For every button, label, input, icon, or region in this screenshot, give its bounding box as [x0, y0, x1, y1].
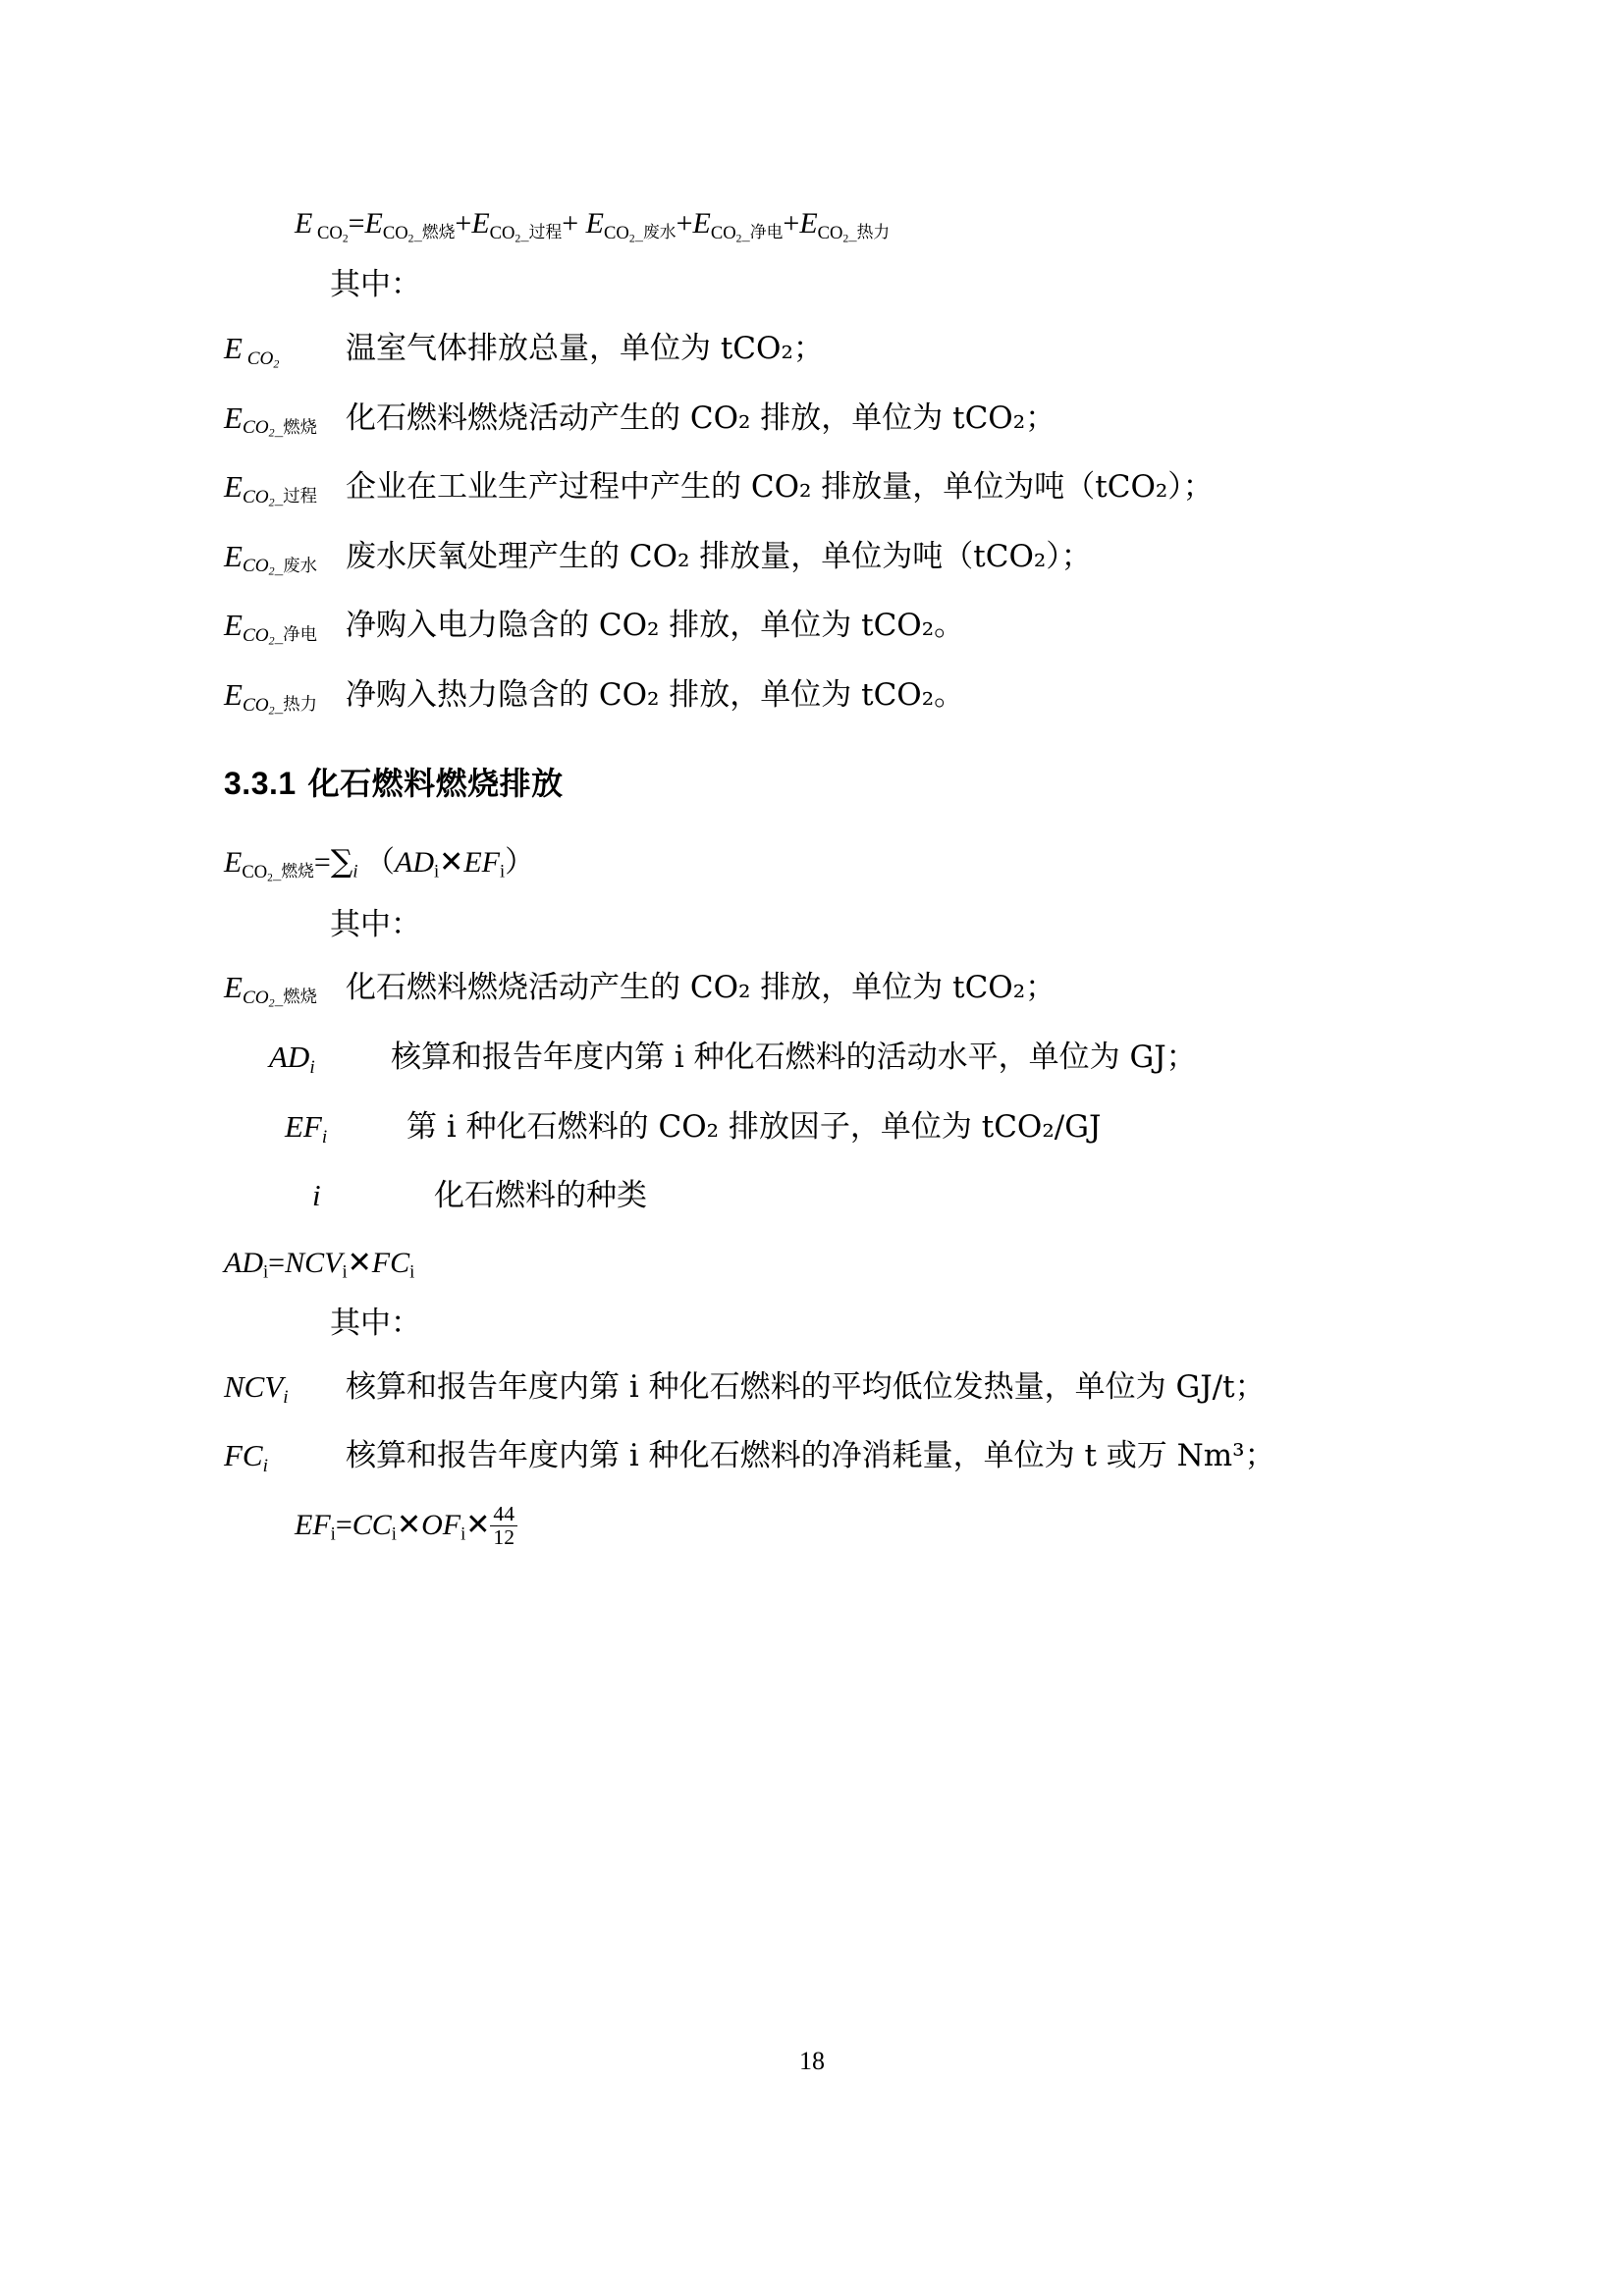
definition-row — [224, 1035, 1412, 1083]
definition-symbol: $FC_i$ — [224, 1438, 268, 1477]
definition-symbol: $AD_i$ — [269, 1040, 315, 1078]
definition-description: 温室气体排放总量，单位为 tCO₂； — [346, 330, 824, 366]
definition-symbol: $EF_i$ — [285, 1108, 328, 1148]
fraction-44-12 — [490, 1503, 517, 1548]
definition-row — [224, 965, 1412, 1013]
formula-fuel-combustion: $E_{CO_2}\_$燃烧$=\sum_i$ $(AD_i✕EF_i)$ — [224, 844, 535, 884]
page-number: 18 — [799, 2047, 825, 2075]
definition-description: 净购入电力隐含的 CO₂ 排放，单位为 tCO₂。 — [346, 608, 965, 644]
definition-row — [224, 603, 1412, 651]
fraction-denominator: 12 — [493, 1524, 514, 1549]
definition-description: 核算和报告年度内第 i 种化石燃料的活动水平，单位为 GJ； — [391, 1040, 1197, 1075]
section-heading — [224, 759, 1412, 804]
definition-symbol: $E_{CO_2}\_$废水 — [224, 538, 317, 579]
where-label-1: 其中： — [330, 267, 421, 303]
definition-symbol: $E_{CO_2}\_$净电 — [224, 608, 317, 648]
page-content — [224, 201, 1412, 1562]
definition-symbol: $NCV_i$ — [224, 1368, 289, 1408]
definition-row — [224, 1433, 1412, 1481]
definition-symbol: $E_{CO_2}\_$燃烧 — [224, 400, 317, 440]
where-label-2: 其中： — [330, 906, 421, 942]
section-title: 化石燃料燃烧排放 — [307, 765, 564, 803]
definition-row — [224, 672, 1412, 721]
definition-description: 核算和报告年度内第 i 种化石燃料的平均低位发热量，单位为 GJ/t； — [346, 1368, 1266, 1405]
definition-description: 化石燃料燃烧活动产生的 CO₂ 排放，单位为 tCO₂； — [346, 400, 1056, 436]
section-number: 3.3.1 — [224, 766, 297, 802]
definition-symbol: i — [312, 1178, 321, 1213]
formula-total-emissions: E $_{CO_2}=E_{CO_2}\_$燃烧$+E_{CO_2}\_$过程+ $E_{CO_2}\_$废水$+E_{CO_2}\_$净电$+E_{CO_2}\_$热力 — [295, 207, 891, 245]
definition-row — [224, 464, 1412, 512]
definition-description: 净购入热力隐含的 CO₂ 排放，单位为 tCO₂。 — [346, 676, 965, 713]
definition-row — [224, 534, 1412, 582]
definition-row — [224, 1104, 1412, 1152]
definition-row — [224, 1173, 1412, 1219]
formula-emission-factor: $EF_i=CC_i✕OF_i✕$ $\frac{44}{12}$ — [224, 1503, 1412, 1548]
definition-row — [224, 326, 1412, 374]
definition-description: 核算和报告年度内第 i 种化石燃料的净消耗量，单位为 t 或万 Nm³； — [346, 1438, 1275, 1474]
definition-symbol: $E_{CO_2}\_$过程 — [224, 469, 317, 509]
definition-row — [224, 396, 1412, 444]
definition-symbol: $E_{CO_2}\_$热力 — [224, 676, 317, 718]
definition-symbol: E $_{CO_2}$ — [224, 330, 280, 371]
definition-description: 化石燃料燃烧活动产生的 CO₂ 排放，单位为 tCO₂； — [346, 970, 1056, 1006]
definition-description: 企业在工业生产过程中产生的 CO₂ 排放量，单位为吨（tCO₂）； — [346, 469, 1214, 506]
formula-activity-data: $AD_i=NCV_i✕FC_i$ — [224, 1246, 415, 1283]
definition-description: 第 i 种化石燃料的 CO₂ 排放因子，单位为 tCO₂/GJ — [406, 1108, 1102, 1145]
definition-symbol: $E_{CO_2}\_$燃烧 — [224, 970, 317, 1010]
where-label-3: 其中： — [330, 1306, 421, 1342]
definition-description: 废水厌氧处理产生的 CO₂ 排放量，单位为吨（tCO₂）； — [346, 538, 1092, 574]
fraction-numerator: 44 — [490, 1503, 517, 1526]
definition-description: 化石燃料的种类 — [434, 1178, 647, 1214]
definition-row — [224, 1364, 1412, 1413]
